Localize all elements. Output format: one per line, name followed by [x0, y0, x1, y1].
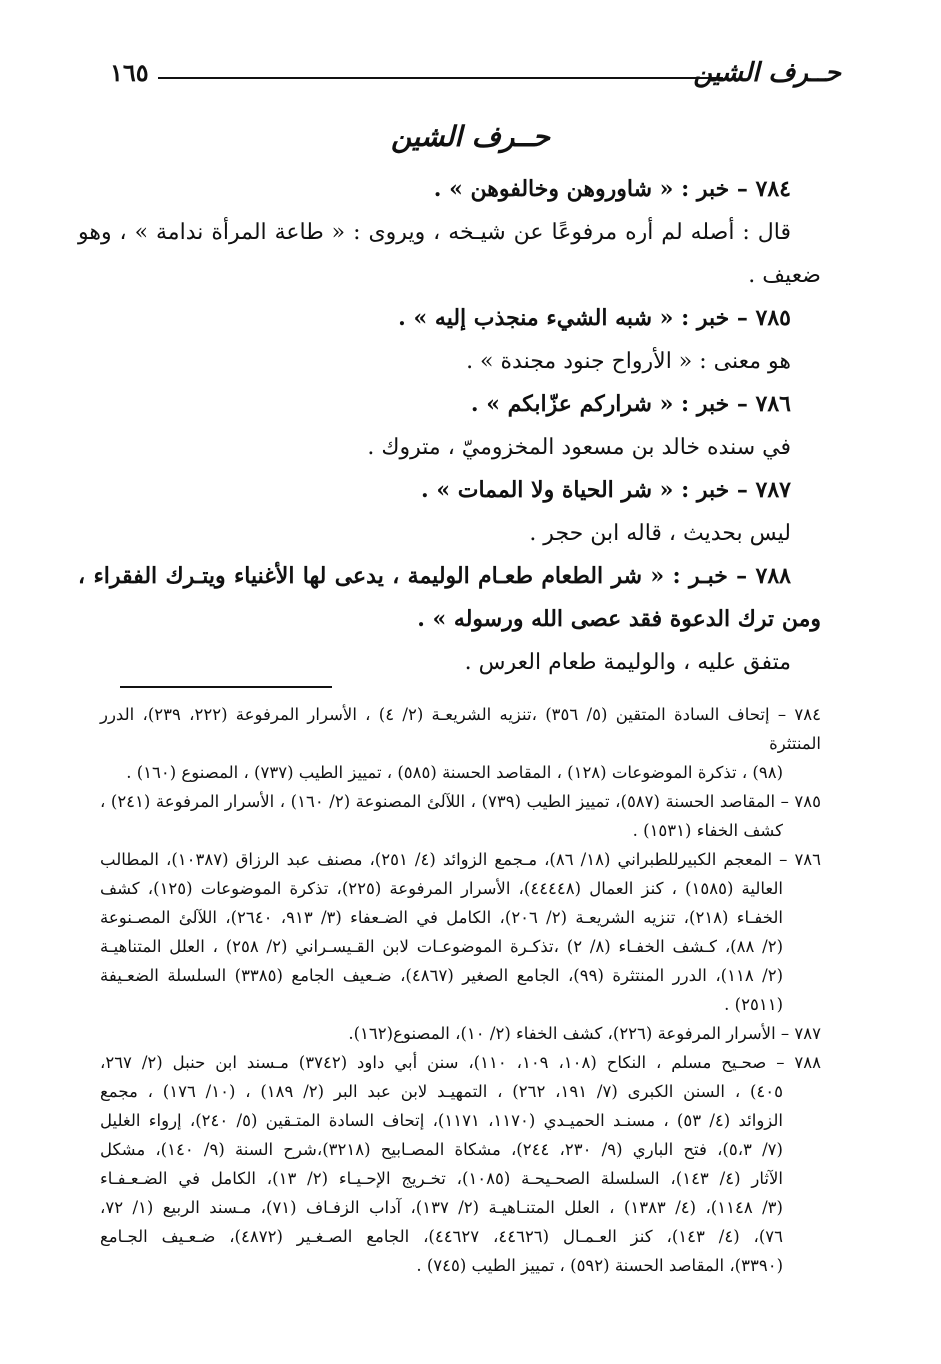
footnote-786: ٧٨٦ – المعجم الكبيرللطبراني (١٨/ ٨٦)، مـجمع الزوائد (٤/ ٢٥١)، مصنف عبد الرزاق (١٠٣٨٧)، المطالب	[100, 850, 822, 869]
footnotes	[100, 700, 821, 1280]
footnote-line: ٤٠٥) ، السنن الكبرى (٧/ ١٩١، ٢٦٢) ، التمهيـد لابن عبد البر (٢/ ١٨٩) ، (١٠/ ١٧٦) ، مجمع	[100, 1082, 783, 1101]
main-text	[78, 168, 821, 684]
footnote-line: العالية (١٥٨٥) ، كنز العمال (٤٤٤٤٨)، الأسرار المرفوعة (٢٢٥)، تذكرة الموضوعات (١٢٥)، كشف	[100, 879, 783, 898]
entry-784: ٧٨٤ – خبر : « شاوروهن وخالفوهن » .	[433, 176, 791, 202]
footnote-line: (٢/ ٨٨)، كـشف الخفـاء (٨/ ٢) ،تذكـرة الموضوعـات لابن القـيسـراني (٢/ ٢٥٨) ، العلل المتناهيـة	[100, 937, 783, 956]
footnote-line: الآثار (٤/ ١٤٣)، السلسلة الصحـيحـة (١٠٨٥)، تخـريج الإحـيـاء (٢/ ١٣)، الكامل في الضـعـفـاء	[100, 1169, 783, 1188]
footnote-784: ٧٨٤ – إتحاف السادة المتقين (٥/ ٣٥٦) ،تنزيه الشريعـة (٢/ ٤) ، الأسرار المرفوعة (٢٢٢، ٢٣٩)، الدرر المنتثرة	[100, 705, 821, 753]
commentary-line: متفق عليه ، والوليمة طعام العرس .	[464, 650, 791, 675]
entry-788: ٧٨٨ – خبـر : « شر الطعام طعـام الوليمة ، يدعى لها الأغنياء ويتـرك الفقراء ،	[78, 563, 791, 589]
footnote-separator	[120, 686, 332, 688]
footnote-787: ٧٨٧ – الأسرار المرفوعة (٢٢٦)، كشف الخفاء (٢/ ١٠)، المصنوع(١٦٢).	[348, 1024, 821, 1043]
commentary-line: في سنده خالد بن مسعود المخزوميّ ، متروك .	[367, 435, 791, 460]
footnote-788: ٧٨٨ – صحـيح مسلم ، النكاح (١٠٨، ١٠٩، ١١٠)، سنن أبي داود (٣٧٤٢) مـسند ابن حنبل (٢/ ٢٦٧،	[100, 1053, 821, 1072]
entry-787: ٧٨٧ – خبر : « شر الحياة ولا الممات » .	[421, 477, 791, 503]
entry-788-continued: ومن ترك الدعوة فقد عصى الله ورسوله » .	[417, 606, 821, 632]
footnote-line: (٢٥١١) .	[724, 995, 783, 1014]
commentary-line: قال : أصله لم أره مرفوعًا عن شيـخه ، ويروى : « طاعة المرأة ندامة » ، وهو	[78, 220, 791, 245]
footnote-line: الزوائد (٤/ ٥٣) ، مسنـد الحميـدي (١١٧٠، ١١٧١)، إتحاف السادة المتـقين (٥/ ٢٤٠)، إرواء الغليل	[100, 1111, 784, 1130]
header-rule	[158, 77, 723, 79]
footnote-line: ٧٦)، (٤/ ١٤٣)، كنز العـمـال (٤٤٦٢٦، ٤٤٦٢٧)، الجامع الصـغـير (٤٨٧٢)، ضـعـيف الجـامع	[100, 1227, 784, 1246]
footnote-line: كشف الخفاء (١٥٣١) .	[632, 821, 783, 840]
footnote-line: (٣/ ١١٤٨)، (٤/ ١٣٨٣) ، العلل المتنـاهيـة (٢/ ١٣٧)، آداب الزفـاف (٧١)، مـسند الربيع (١/ ٧٢،	[100, 1198, 783, 1217]
entry-786: ٧٨٦ – خبر : « شراركم عزّابكم » .	[470, 391, 791, 417]
footnote-line: (٩٨) ، تذكرة الموضوعات (١٢٨) ، المقاصد الحسنة (٥٨٥) ، تمييز الطيب (٧٣٧) ، المصنوع (١٦٠) .	[126, 763, 783, 782]
footnote-line: (٣٣٩٠)، المقاصد الحسنة (٥٩٢) ، تمييز الطيب (٧٤٥) .	[416, 1256, 783, 1275]
footnote-line: (٧/ ٥،٣)، فتح الباري (٩/ ٢٣٠، ٢٤٤)، مشكاة المصـابيح (٣٢١٨)،شرح السنة (٩/ ١٤٠)، مشكل	[100, 1140, 783, 1159]
footnote-line: الخفـاء (٢١٨)، تنزيه الشريعـة (٢/ ٢٠٦)، الكامل في الضـعفاء (٣/ ٩١٣، ٢٦٤٠)، اللآلئ المصـنوعة	[100, 908, 783, 927]
commentary-line: هو معنى : « الأرواح جنود مجندة » .	[466, 349, 791, 374]
running-title: حــرف الشين	[693, 58, 841, 88]
footnote-line: (٢/ ١١٨)، الدرر المنتثرة (٩٩)، الجامع الصغير (٤٨٦٧)، ضـعيف الجامع (٣٣٨٥) السلسلة الضعـيفة	[100, 966, 784, 985]
entry-785: ٧٨٥ – خبر : « شبه الشيء منجذب إليه » .	[398, 305, 791, 331]
commentary-line: ليس بحديث ، قاله ابن حجر .	[529, 521, 791, 546]
page-number: ١٦٥	[110, 58, 149, 87]
footnote-785: ٧٨٥ – المقاصد الحسنة (٥٨٧)، تمييز الطيب (٧٣٩) ، اللآلئ المصنوعة (٢/ ١٦٠) ، الأسرار المرفوعة (٢٤١) ،	[100, 792, 821, 811]
running-header	[110, 58, 841, 98]
chapter-title: حــرف الشين	[391, 120, 550, 153]
commentary-line: ضعيف .	[748, 263, 821, 288]
